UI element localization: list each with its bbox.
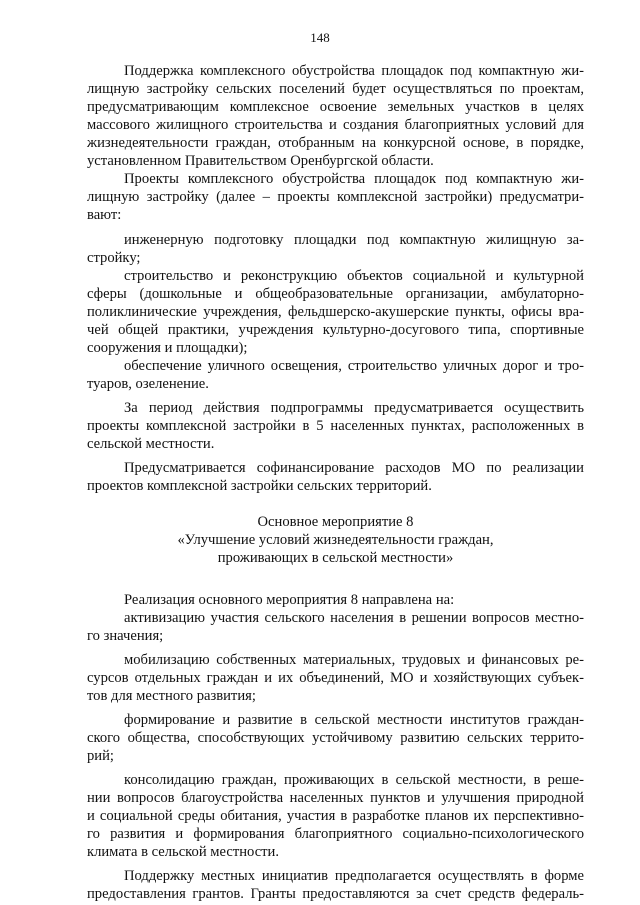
text-line: инженерную подготовку площадки под компактную жилищную за- (124, 232, 584, 248)
text-line: стройку; (87, 250, 141, 266)
text-line: Поддержку местных инициатив предполагается осуществлять в форме (124, 868, 584, 884)
text-line: За период действия подпрограммы предусматривается осуществить (124, 400, 584, 416)
text-line: мобилизацию собственных материальных, трудовых и финансовых ре- (124, 652, 584, 668)
text-line: формирование и развитие в сельской местности институтов граждан- (124, 712, 584, 728)
text-line: сельской местности. (87, 436, 215, 452)
section-heading: Основное мероприятие 8 (257, 514, 414, 530)
section-title: «Улучшение условий жизнедеятельности граждан, (177, 532, 494, 548)
page-number: 148 (310, 30, 330, 45)
text-line: тов для местного развития; (87, 688, 256, 704)
text-line: сферы (дошкольные и общеобразовательные организации, амбулаторно- (87, 286, 584, 302)
text-line: туаров, озеленение. (87, 376, 209, 392)
text-line: и социальной среды обитания, участия в разработке планов их перспективно- (87, 808, 584, 824)
text-line: чей общей практики, учреждения культурно-досугового типа, спортивные (87, 322, 584, 338)
text-line: Реализация основного мероприятия 8 направлена на: (124, 592, 455, 608)
text-line: массового жилищного строительства и создания благоприятных условий для (87, 117, 584, 133)
text-line: вают: (87, 207, 122, 223)
text-line: Предусматривается софинансирование расходов МО по реализации (124, 460, 584, 476)
text-line: го развития и формирования благоприятного социально-психологического (87, 826, 584, 842)
text-line: поликлинические учреждения, фельдшерско-акушерские пункты, офисы вра- (87, 304, 584, 320)
text-line: предусматривающим комплексное освоение земельных участков в целях (87, 99, 584, 115)
text-line: сооружения и площадки); (87, 340, 248, 356)
text-line: предоставления грантов. Гранты предоставляются за счет средств федераль- (87, 886, 584, 902)
text-line: строительство и реконструкцию объектов социальной и культурной (124, 268, 584, 284)
text-line: активизацию участия сельского населения в решении вопросов местно- (124, 610, 584, 626)
text-line: проекты комплексной застройки в 5 населенных пунктах, расположенных в (87, 418, 584, 434)
text-line: лищную застройку сельских поселений будет осуществляться по проектам, (87, 81, 584, 97)
text-line: обеспечение уличного освещения, строительство уличных дорог и тро- (124, 358, 584, 374)
text-line: лищную застройку (далее – проекты комплексной застройки) предусматри- (87, 189, 584, 205)
text-line: сурсов отдельных граждан и их объединений, МО и хозяйствующих субъек- (87, 670, 584, 686)
text-line: Проекты комплексного обустройства площадок под компактную жи- (124, 171, 584, 187)
text-line: консолидацию граждан, проживающих в сельской местности, в реше- (124, 772, 584, 788)
section-title: проживающих в сельской местности» (217, 550, 454, 566)
text-line: установленном Правительством Оренбургской области. (87, 153, 434, 169)
text-line: проектов комплексной застройки сельских территорий. (87, 478, 432, 494)
text-line: климата в сельской местности. (87, 844, 280, 860)
text-line: Поддержка комплексного обустройства площадок под компактную жи- (124, 63, 584, 79)
text-line: нии вопросов благоустройства населенных пунктов и улучшения природной (87, 790, 584, 806)
text-line: рий; (87, 748, 114, 764)
text-line: ского общества, способствующих устойчивому развитию сельских террито- (87, 730, 584, 746)
text-line: жизнедеятельности граждан, отобранным на конкурсной основе, в порядке, (87, 135, 584, 151)
text-line: го значения; (87, 628, 164, 644)
